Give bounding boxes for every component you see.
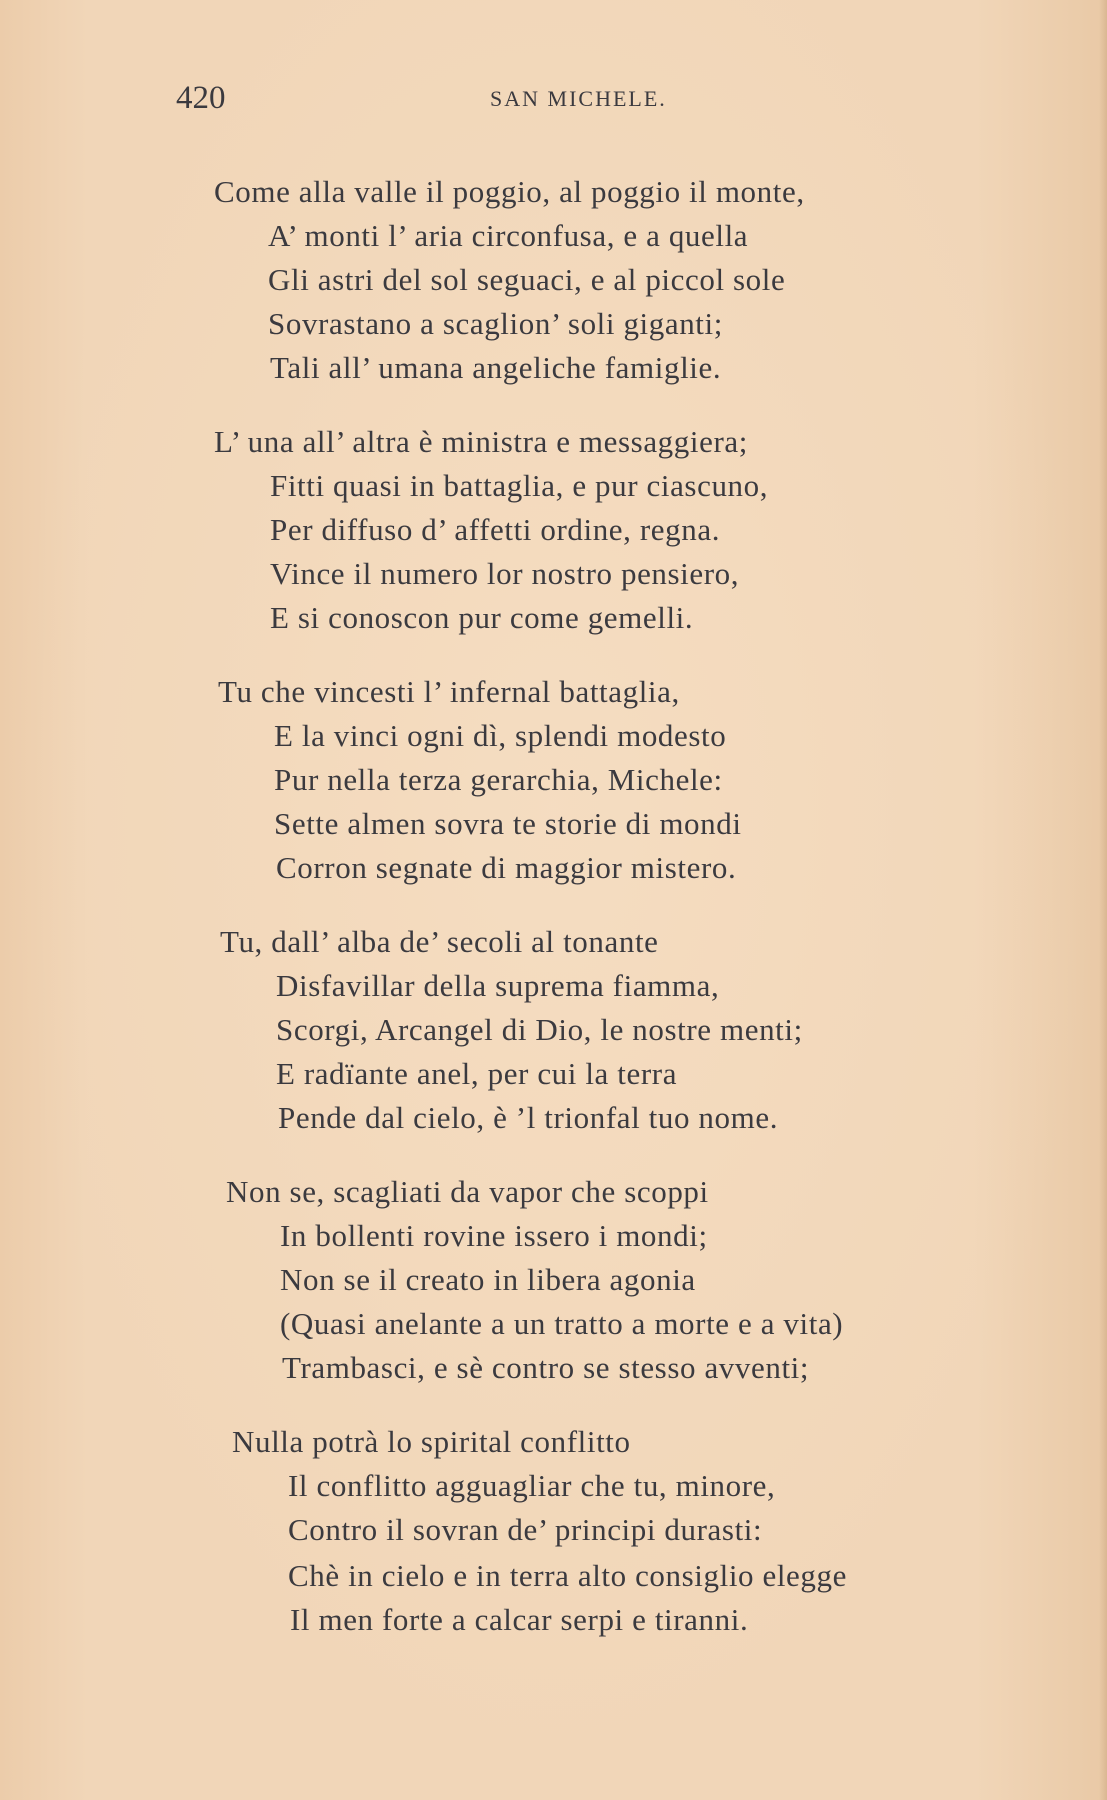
verse-line: E radïante anel, per cui la terra [276,1056,678,1091]
verse-line: E si conoscon pur come gemelli. [270,600,694,635]
verse-line: Chè in cielo e in terra alto consiglio elegge [288,1558,847,1593]
verse-line: Corron segnate di maggior mistero. [276,850,737,885]
page-number: 420 [176,80,226,116]
verse-line: Gli astri del sol seguaci, e al piccol sole [268,262,786,297]
verse-line: L’ una all’ altra è ministra e messaggiera; [214,424,748,459]
verse-line: A’ monti l’ aria circonfusa, e a quella [268,218,749,253]
verse-line: Tu che vincesti l’ infernal battaglia, [218,674,680,709]
verse-line: Scorgi, Arcangel di Dio, le nostre menti; [276,1012,803,1047]
verse-line: Come alla valle il poggio, al poggio il monte, [214,174,805,209]
running-head: SAN MICHELE. [490,86,667,111]
verse-line: Sette almen sovra te storie di mondi [274,806,742,841]
verse-line: Per diffuso d’ affetti ordine, regna. [270,512,721,547]
verse-line: Contro il sovran de’ principi durasti: [288,1512,763,1547]
page-edge-shadow [1099,0,1107,1800]
verse-line: Tali all’ umana angeliche famiglie. [270,350,722,385]
verse-line: Sovrastano a scaglion’ soli giganti; [268,306,723,341]
verse-line: (Quasi anelante a un tratto a morte e a vita) [280,1306,844,1341]
verse-line: Pur nella terza gerarchia, Michele: [274,762,723,797]
verse-line: Tu, dall’ alba de’ secoli al tonante [220,924,659,959]
verse-line: Non se, scagliati da vapor che scoppi [226,1174,709,1209]
verse-line: E la vinci ogni dì, splendi modesto [274,718,727,753]
page-header [0,80,1107,120]
verse-line: Trambasci, e sè contro se stesso avventi; [282,1350,810,1385]
verse-line: Il men forte a calcar serpi e tiranni. [290,1602,749,1637]
verse-line: Nulla potrà lo spirital conflitto [232,1424,631,1459]
verse-line: In bollenti rovine issero i mondi; [280,1218,708,1253]
verse-line: Il conflitto agguagliar che tu, minore, [288,1468,776,1503]
verse-line: Non se il creato in libera agonia [280,1262,696,1297]
verse-line: Disfavillar della suprema fiamma, [276,968,720,1003]
verse-line: Pende dal cielo, è ’l trionfal tuo nome. [278,1100,779,1135]
verse-line: Fitti quasi in battaglia, e pur ciascuno, [270,468,769,503]
verse-line: Vince il numero lor nostro pensiero, [270,556,740,591]
